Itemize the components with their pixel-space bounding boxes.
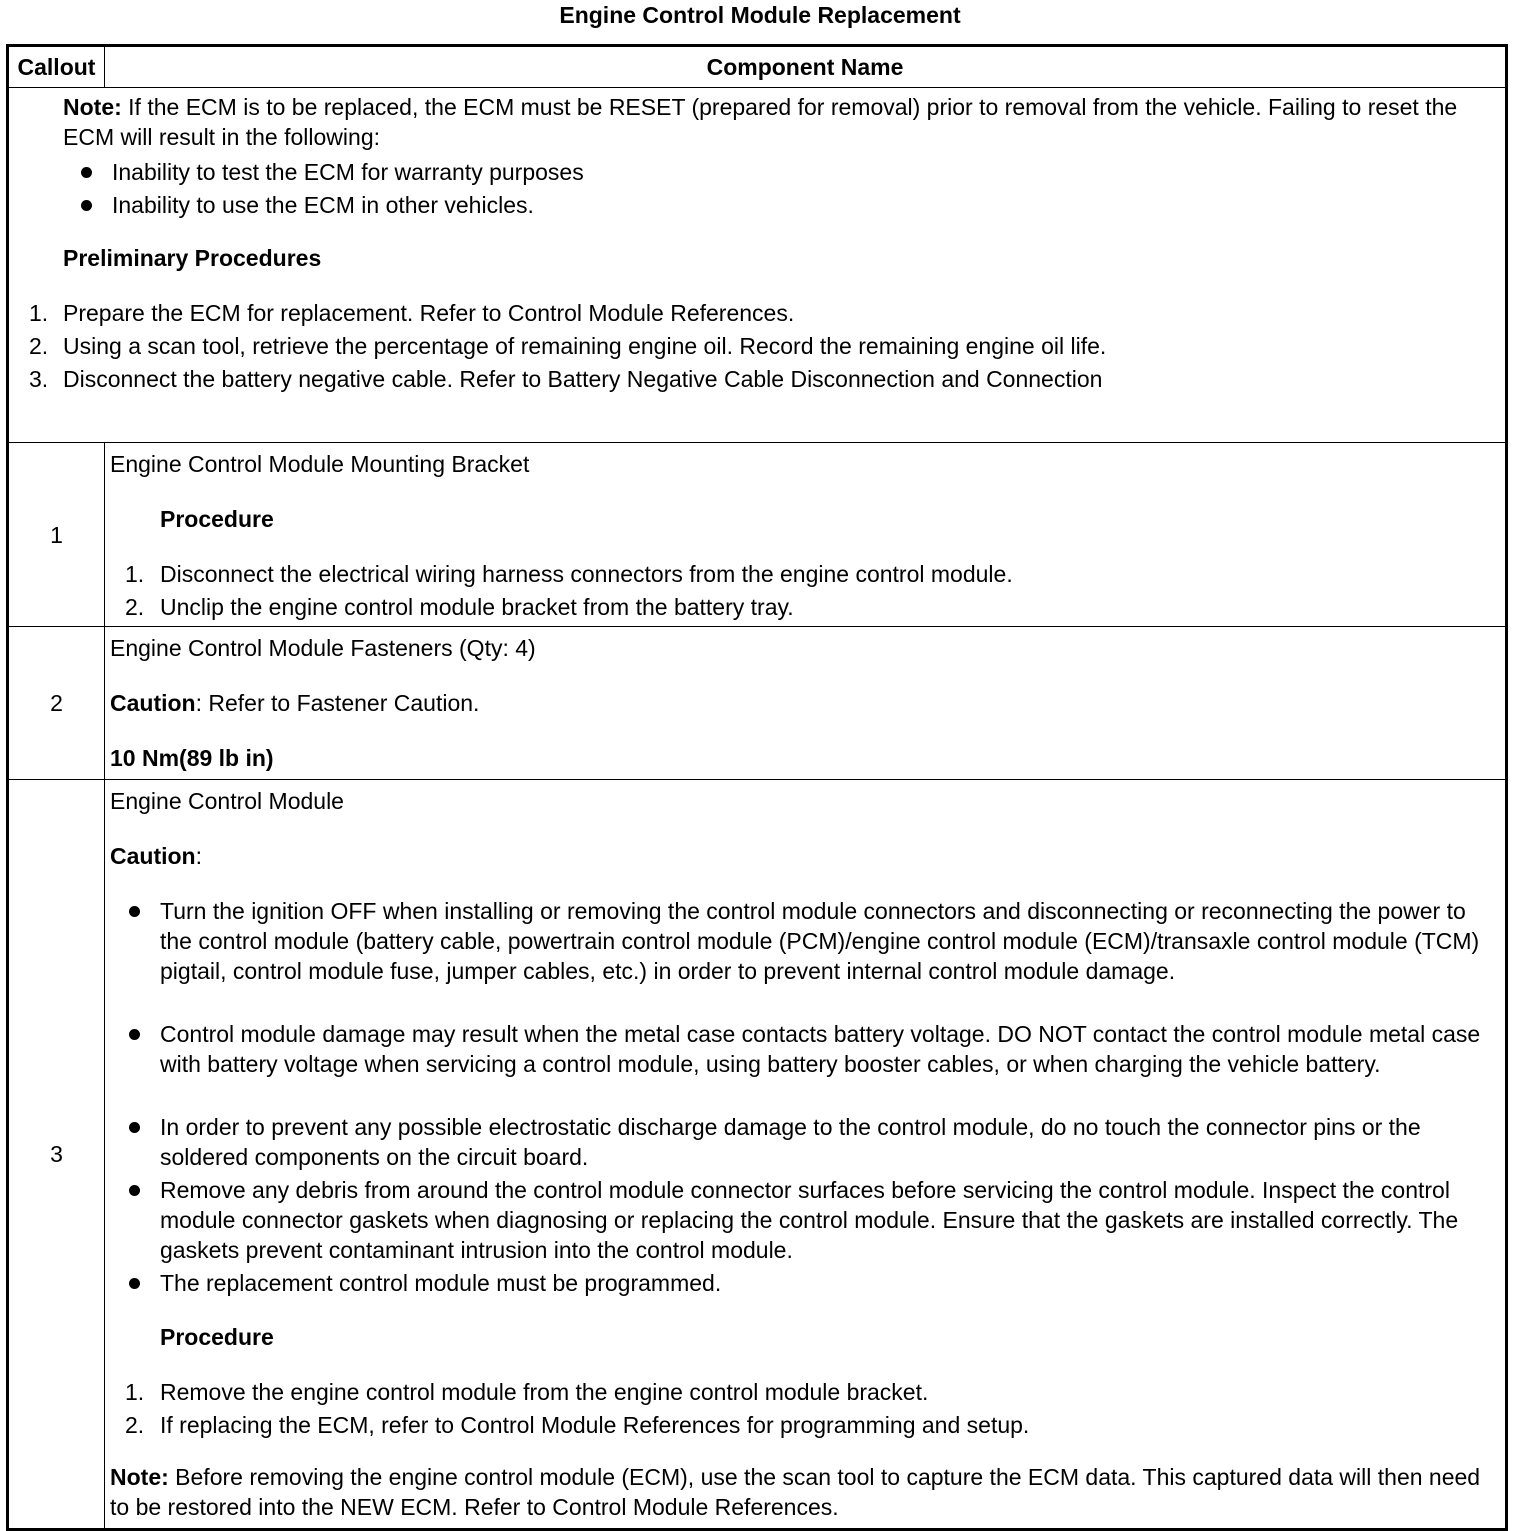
step-number: 1. <box>125 1379 145 1405</box>
list-item <box>105 1377 1405 1410</box>
step-text: Unclip the engine control module bracket from the battery tray. <box>160 594 794 620</box>
list-item <box>105 1268 1505 1301</box>
table-row <box>8 627 1507 780</box>
list-item <box>105 559 1405 592</box>
list-item <box>9 331 1309 364</box>
callout-cell: 1 <box>8 443 105 627</box>
bullet-icon <box>129 1029 140 1040</box>
page-title: Engine Control Module Replacement <box>559 2 961 28</box>
callout-header: Callout <box>8 46 105 88</box>
bullet-text: In order to prevent any possible electrostatic discharge damage to the control module, do no touch the connector pins or the soldered components on the circuit board. <box>160 1114 1421 1170</box>
step-text: Prepare the ECM for replacement. Refer to Control Module References. <box>63 300 795 326</box>
callout-cell: 2 <box>8 627 105 780</box>
bullet-icon <box>129 1278 140 1289</box>
step-number: 2. <box>29 333 49 359</box>
component-header: Component Name <box>105 46 1507 88</box>
caution-line <box>110 688 479 718</box>
list-item <box>105 1175 1505 1268</box>
note-text: If the ECM is to be replaced, the ECM must be RESET (prepared for removal) prior to removal from the vehicle. Failing to reset the ECM will result in the following: <box>63 94 1458 150</box>
procedure-heading: Procedure <box>160 506 274 532</box>
list-item <box>105 592 1405 625</box>
list-item <box>105 1410 1405 1443</box>
torque-spec: 10 Nm(89 lb in) <box>110 745 274 771</box>
callout-cell: 3 <box>8 780 105 1530</box>
step-number: 3. <box>29 366 49 392</box>
procedure-steps <box>105 1377 1405 1443</box>
bullet-icon <box>129 1122 140 1133</box>
list-item <box>105 896 1505 1019</box>
step-text: Using a scan tool, retrieve the percentage of remaining engine oil. Record the remaining engine oil life. <box>63 333 1107 359</box>
step-number: 2. <box>125 1412 145 1438</box>
list-item <box>9 364 1309 397</box>
caution-text: : Refer to Fastener Caution. <box>195 690 480 716</box>
bullet-text: Inability to use the ECM in other vehicles. <box>112 192 534 218</box>
component-name: Engine Control Module <box>110 788 344 814</box>
list-item <box>105 1112 1505 1175</box>
intro-cell <box>8 88 1507 443</box>
bullet-text: Inability to test the ECM for warranty purposes <box>112 159 584 185</box>
step-number: 1. <box>125 561 145 587</box>
component-name: Engine Control Module Mounting Bracket <box>110 451 530 477</box>
note-text: Before removing the engine control module (ECM), use the scan tool to capture the ECM data. This captured data will then need to be restored into the NEW ECM. Refer to Control Module References. <box>110 1464 1481 1520</box>
bullet-text: Control module damage may result when the metal case contacts battery voltage. DO NOT contact the control module metal case with battery voltage when servicing a control module, using battery booster cables, or when charging the vehicle battery. <box>160 1021 1481 1077</box>
intro-row <box>8 88 1507 443</box>
list-item <box>105 1019 1505 1112</box>
procedure-heading: Procedure <box>160 1324 274 1350</box>
caution-line <box>110 841 202 871</box>
step-text: Disconnect the battery negative cable. Refer to Battery Negative Cable Disconnection and Connection <box>63 366 1103 392</box>
preliminary-steps <box>9 298 1309 397</box>
bullet-text: The replacement control module must be programmed. <box>160 1270 722 1296</box>
step-number: 2. <box>125 594 145 620</box>
caution-bullet-list <box>105 896 1505 1301</box>
bullet-icon <box>129 1185 140 1196</box>
component-cell <box>105 443 1507 627</box>
header-row <box>8 46 1507 88</box>
list-item <box>9 298 1309 331</box>
caution-label: Caution <box>110 690 196 716</box>
step-text: Remove the engine control module from the engine control module bracket. <box>160 1379 929 1405</box>
caution-label: Caution <box>110 843 196 869</box>
note-label: Note: <box>110 1464 169 1490</box>
component-cell <box>105 627 1507 780</box>
step-text: If replacing the ECM, refer to Control Module References for programming and setup. <box>160 1412 1030 1438</box>
ecm-data-note <box>110 1462 1500 1522</box>
bullet-text: Remove any debris from around the control module connector surfaces before servicing the control module. Inspect the control module connector gaskets when diagnosing or replacing the control module. Ensure that the gaskets are installed correctly. The gaskets prevent contaminant intrusion into the control module. <box>160 1177 1459 1263</box>
step-number: 1. <box>29 300 49 326</box>
bullet-icon <box>81 200 92 211</box>
table-row <box>8 443 1507 627</box>
preliminary-heading: Preliminary Procedures <box>63 245 322 271</box>
table-row <box>8 780 1507 1530</box>
intro-note <box>63 92 1483 152</box>
bullet-icon <box>129 906 140 917</box>
caution-text: : <box>195 843 202 869</box>
note-label: Note: <box>63 94 122 120</box>
step-text: Disconnect the electrical wiring harness connectors from the engine control module. <box>160 561 1013 587</box>
procedure-table <box>6 44 1508 1531</box>
bullet-text: Turn the ignition OFF when installing or removing the control module connectors and disconnecting or reconnecting the power to the control module (battery cable, powertrain control module (PCM)/engine control module (ECM)/transaxle control module (TCM) pigtail, control module fuse, jumper cables, etc.) in order to prevent internal control module damage. <box>160 898 1480 984</box>
procedure-steps <box>105 559 1405 625</box>
component-name: Engine Control Module Fasteners (Qty: 4) <box>110 635 536 661</box>
bullet-icon <box>81 167 92 178</box>
component-cell <box>105 780 1507 1530</box>
